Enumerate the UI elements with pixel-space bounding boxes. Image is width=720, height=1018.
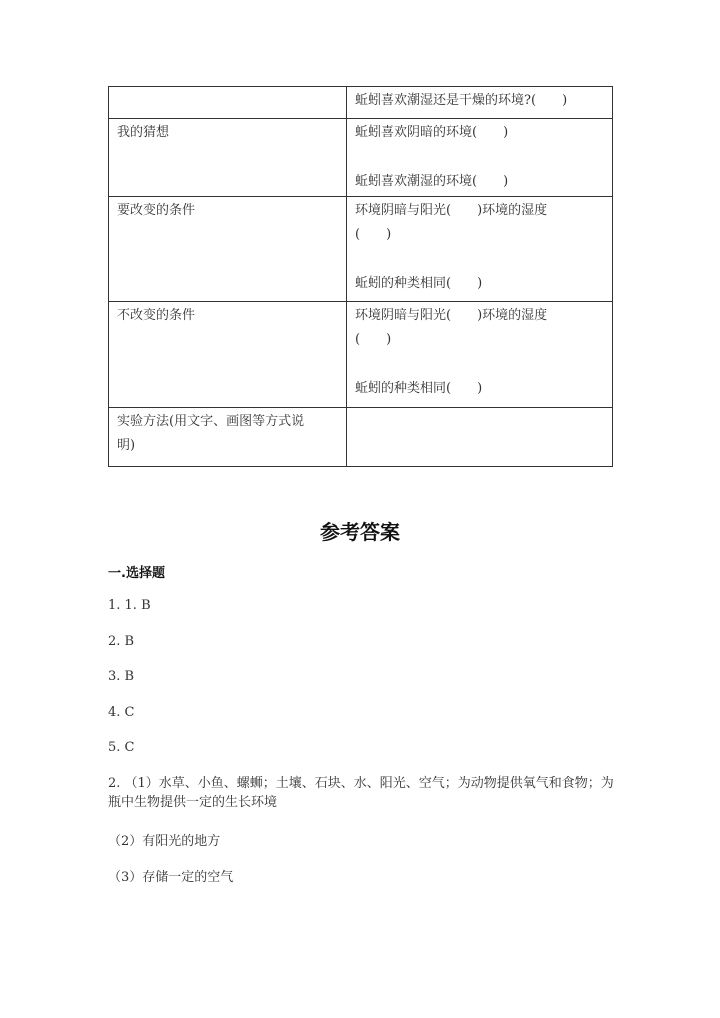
answer-item: 4. C xyxy=(108,705,135,720)
condition-light-humidity: 环境阴暗与阳光( )环境的湿度 xyxy=(355,308,548,323)
answer-q2-part1: 2. （1）水草、小鱼、螺蛳；土壤、石块、水、阳光、空气；为动物提供氧气和食物；为瓶中生物提供一定的生长环境 xyxy=(108,776,614,810)
question-text: 蚯蚓喜欢潮湿还是干燥的环境?( ) xyxy=(355,93,568,108)
table-row xyxy=(109,87,613,119)
page-title: 参考答案 xyxy=(320,520,400,544)
table-row xyxy=(109,119,613,197)
table-row xyxy=(109,197,613,302)
row-content xyxy=(347,119,613,197)
condition-humidity-blank: ( ) xyxy=(355,227,392,242)
answer-q2-part3: （3）存储一定的空气 xyxy=(108,870,234,885)
condition-species: 蚯蚓的种类相同( ) xyxy=(355,381,483,396)
guess-dark: 蚯蚓喜欢阴暗的环境( ) xyxy=(355,125,509,140)
condition-humidity-blank: ( ) xyxy=(355,332,392,347)
answer-item: 3. B xyxy=(108,669,135,684)
table-row xyxy=(109,302,613,408)
condition-species: 蚯蚓的种类相同( ) xyxy=(355,276,483,291)
row-content xyxy=(347,197,613,302)
section-heading: 一.选择题 xyxy=(108,566,165,581)
row-label xyxy=(109,87,347,119)
row-label: 要改变的条件 xyxy=(109,197,347,302)
answer-item: 5. C xyxy=(108,740,135,755)
row-label: 实验方法(用文字、画图等方式说 明) xyxy=(109,408,347,467)
answer-item: 2. B xyxy=(108,634,135,649)
row-content xyxy=(347,302,613,408)
method-answer-cell xyxy=(347,408,613,467)
answer-item: 1. 1. B xyxy=(108,598,151,613)
row-label: 不改变的条件 xyxy=(109,302,347,408)
table-row xyxy=(109,408,613,467)
row-content xyxy=(347,87,613,119)
condition-light-humidity: 环境阴暗与阳光( )环境的湿度 xyxy=(355,203,548,218)
answer-q2-part2: （2）有阳光的地方 xyxy=(108,834,221,849)
experiment-table xyxy=(108,86,613,467)
guess-moist: 蚯蚓喜欢潮湿的环境( ) xyxy=(355,174,509,189)
row-label: 我的猜想 xyxy=(109,119,347,197)
